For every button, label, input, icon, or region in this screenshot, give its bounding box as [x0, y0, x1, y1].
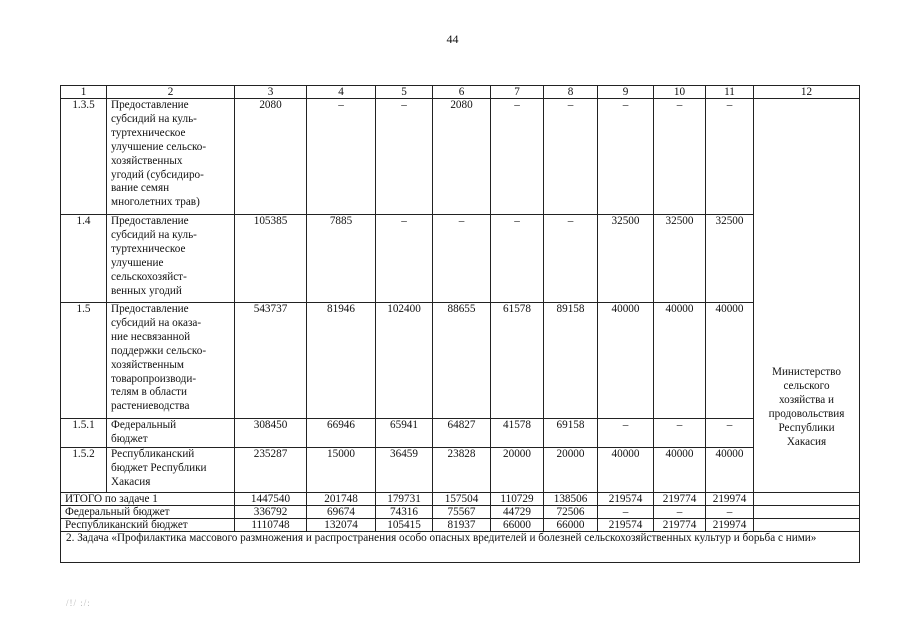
value-cell: 15000: [307, 448, 376, 493]
value-cell: 40000: [706, 448, 754, 493]
table-row: [61, 215, 860, 303]
total-label: Федеральный бюджет: [61, 506, 235, 519]
total-value: 336792: [235, 506, 307, 519]
total-row: [61, 519, 860, 532]
row-code: 1.5.1: [61, 419, 107, 448]
column-number-10: 10: [654, 86, 706, 99]
row-description: [107, 99, 235, 215]
total-value: 1447540: [235, 493, 307, 506]
total-value: –: [598, 506, 654, 519]
row-code: 1.5: [61, 303, 107, 419]
task-row: [61, 532, 860, 563]
description-line: субсидий на куль-: [111, 112, 197, 125]
executor-line: Хакасия: [786, 435, 827, 448]
value-cell: 2080: [433, 99, 491, 215]
total-value: 219774: [654, 519, 706, 532]
value-cell: –: [706, 99, 754, 215]
total-value: 66000: [544, 519, 598, 532]
column-number-4: 4: [307, 86, 376, 99]
column-number-6: 6: [433, 86, 491, 99]
total-value: 75567: [433, 506, 491, 519]
total-value: 81937: [433, 519, 491, 532]
value-cell: 543737: [235, 303, 307, 419]
value-cell: –: [376, 99, 433, 215]
description-line: субсидий на куль-: [111, 228, 197, 241]
table-row: [61, 303, 860, 419]
total-value: 219774: [654, 493, 706, 506]
total-label: Республиканский бюджет: [61, 519, 235, 532]
total-value: 179731: [376, 493, 433, 506]
column-number-3: 3: [235, 86, 307, 99]
value-cell: 64827: [433, 419, 491, 448]
scan-watermark: /!/ :/:: [66, 598, 91, 608]
value-cell: 69158: [544, 419, 598, 448]
empty-cell: [754, 519, 860, 532]
description-line: вание семян: [111, 182, 170, 195]
total-value: 132074: [307, 519, 376, 532]
value-cell: 89158: [544, 303, 598, 419]
total-value: –: [654, 506, 706, 519]
page-number: 44: [446, 32, 459, 46]
value-cell: 88655: [433, 303, 491, 419]
description-line: туртехническое: [111, 126, 186, 139]
empty-cell: [754, 493, 860, 506]
total-value: 201748: [307, 493, 376, 506]
total-value: 105415: [376, 519, 433, 532]
description-line: хозяйственным: [111, 358, 184, 371]
description-line: товаропроизводи-: [111, 372, 197, 385]
value-cell: 235287: [235, 448, 307, 493]
value-cell: 32500: [598, 215, 654, 303]
value-cell: –: [433, 215, 491, 303]
table-body: [61, 86, 860, 563]
value-cell: 32500: [706, 215, 754, 303]
empty-cell: [754, 506, 860, 519]
total-value: 138506: [544, 493, 598, 506]
description-line: Предоставление: [111, 303, 189, 315]
description-line: Предоставление: [111, 215, 189, 227]
total-value: 74316: [376, 506, 433, 519]
column-number-9: 9: [598, 86, 654, 99]
executor-line: Министерство: [772, 366, 841, 378]
description-line: Федеральный: [111, 419, 177, 431]
total-label: ИТОГО по задаче 1: [61, 493, 235, 506]
column-number-5: 5: [376, 86, 433, 99]
description-line: улучшение: [111, 256, 164, 269]
description-line: телям в области: [111, 386, 187, 399]
total-value: 110729: [491, 493, 544, 506]
value-cell: 23828: [433, 448, 491, 493]
program-table: [60, 85, 860, 563]
header-row: [61, 86, 860, 99]
row-description: [107, 303, 235, 419]
value-cell: –: [654, 419, 706, 448]
value-cell: 32500: [654, 215, 706, 303]
description-line: бюджет Республики: [111, 461, 207, 474]
value-cell: 81946: [307, 303, 376, 419]
description-line: сельскохозяйст-: [111, 270, 187, 283]
row-code: 1.5.2: [61, 448, 107, 493]
description-line: поддержки сельско-: [111, 344, 207, 357]
value-cell: 36459: [376, 448, 433, 493]
total-row: [61, 506, 860, 519]
value-cell: –: [544, 99, 598, 215]
description-line: Республиканский: [111, 448, 195, 460]
description-line: Предоставление: [111, 99, 189, 111]
description-line: венных угодий: [111, 284, 182, 297]
description-line: растениеводства: [111, 400, 190, 413]
table-row: [61, 419, 860, 448]
total-value: 219574: [598, 519, 654, 532]
total-value: 1110748: [235, 519, 307, 532]
total-value: 157504: [433, 493, 491, 506]
value-cell: 40000: [654, 448, 706, 493]
description-line: туртехническое: [111, 242, 186, 255]
value-cell: –: [598, 99, 654, 215]
table-row: [61, 448, 860, 493]
description-line: улучшение сельско-: [111, 140, 207, 153]
total-value: 66000: [491, 519, 544, 532]
description-line: угодий (субсидиро-: [111, 168, 204, 181]
value-cell: 61578: [491, 303, 544, 419]
value-cell: –: [654, 99, 706, 215]
total-value: 219574: [598, 493, 654, 506]
value-cell: 308450: [235, 419, 307, 448]
total-value: 219974: [706, 493, 754, 506]
description-line: многолетних трав): [111, 196, 200, 209]
description-line: Хакасия: [111, 475, 151, 488]
executor-line: Республики: [778, 421, 835, 434]
value-cell: –: [706, 419, 754, 448]
executor-line: продовольствия: [768, 407, 845, 420]
column-number-1: 1: [61, 86, 107, 99]
column-number-11: 11: [706, 86, 754, 99]
value-cell: 65941: [376, 419, 433, 448]
executor-line: сельского: [783, 379, 830, 392]
value-cell: 40000: [598, 448, 654, 493]
value-cell: –: [491, 99, 544, 215]
total-value: 219974: [706, 519, 754, 532]
description-line: субсидий на оказа-: [111, 316, 202, 329]
value-cell: –: [376, 215, 433, 303]
total-row: [61, 493, 860, 506]
row-description: [107, 419, 235, 448]
total-value: 69674: [307, 506, 376, 519]
value-cell: 105385: [235, 215, 307, 303]
column-number-7: 7: [491, 86, 544, 99]
value-cell: 20000: [544, 448, 598, 493]
row-code: 1.3.5: [61, 99, 107, 215]
value-cell: –: [491, 215, 544, 303]
value-cell: 40000: [706, 303, 754, 419]
table-row: [61, 99, 860, 215]
value-cell: –: [598, 419, 654, 448]
description-line: бюджет: [111, 432, 148, 445]
total-value: –: [706, 506, 754, 519]
description-line: хозяйственных: [111, 154, 183, 167]
value-cell: 66946: [307, 419, 376, 448]
column-number-2: 2: [107, 86, 235, 99]
description-line: ние несвязанной: [111, 330, 191, 343]
row-description: [107, 215, 235, 303]
column-number-8: 8: [544, 86, 598, 99]
column-number-12: 12: [754, 86, 860, 99]
task-2-title: 2. Задача «Профилактика массового размножения и распространения особо опасных вредителей и болезней сельскохозяйственных культур и борьба с ними»: [61, 532, 860, 563]
total-value: 44729: [491, 506, 544, 519]
value-cell: –: [307, 99, 376, 215]
total-value: 72506: [544, 506, 598, 519]
row-code: 1.4: [61, 215, 107, 303]
executor-line: хозяйства и: [778, 393, 835, 406]
value-cell: 20000: [491, 448, 544, 493]
value-cell: 41578: [491, 419, 544, 448]
value-cell: 40000: [654, 303, 706, 419]
value-cell: –: [544, 215, 598, 303]
value-cell: 2080: [235, 99, 307, 215]
executor-cell: [754, 99, 860, 493]
row-description: [107, 448, 235, 493]
value-cell: 102400: [376, 303, 433, 419]
value-cell: 7885: [307, 215, 376, 303]
value-cell: 40000: [598, 303, 654, 419]
